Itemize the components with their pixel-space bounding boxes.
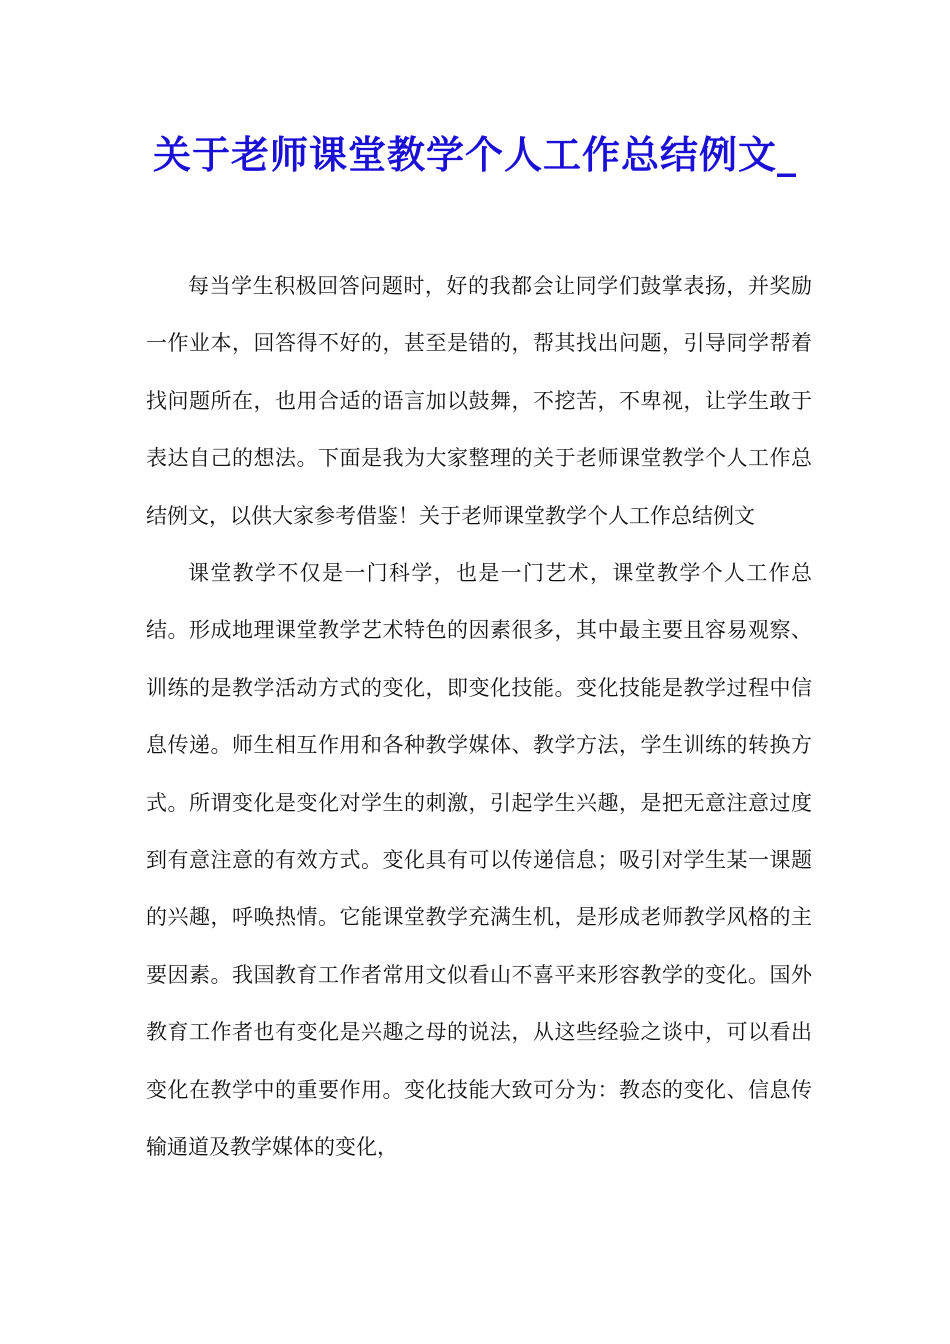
paragraph-intro: 每当学生积极回答问题时，好的我都会让同学们鼓掌表扬，并奖励一作业本，回答得不好的，甚至是错的，帮其找出问题，引导同学帮着找问题所在，也用合适的语言加以鼓舞，不挖苦，不卑视，让学生敢于表达自己的想法。下面是我为大家整理的关于老师课堂教学个人工作总结例文，以供大家参考借鉴！关于老师课堂教学个人工作总结例文 — [146, 274, 812, 528]
paragraph-main: 课堂教学不仅是一门科学，也是一门艺术，课堂教学个人工作总结。形成地理课堂教学艺术特色的因素很多，其中最主要且容易观察、训练的是教学活动方式的变化，即变化技能。变化技能是教学过程中信息传递。师生相互作用和各种教学媒体、教学方法，学生训练的转换方式。所谓变化是变化对学生的刺激，引起学生兴趣，是把无意注意过度到有意注意的有效方式。变化具有可以传递信息；吸引对学生某一课题的兴趣，呼唤热情。它能课堂教学充满生机，是形成老师教学风格的主要因素。我国教育工作者常用文似看山不喜平来形容教学的变化。国外教育工作者也有变化是兴趣之母的说法，从这些经验之谈中，可以看出变化在教学中的重要作用。变化技能大致可分为：教态的变化、信息传输通道及教学媒体的变化， — [146, 561, 812, 1160]
document-title: 关于老师课堂教学个人工作总结例文_ — [152, 132, 797, 177]
document-body — [146, 258, 812, 1177]
